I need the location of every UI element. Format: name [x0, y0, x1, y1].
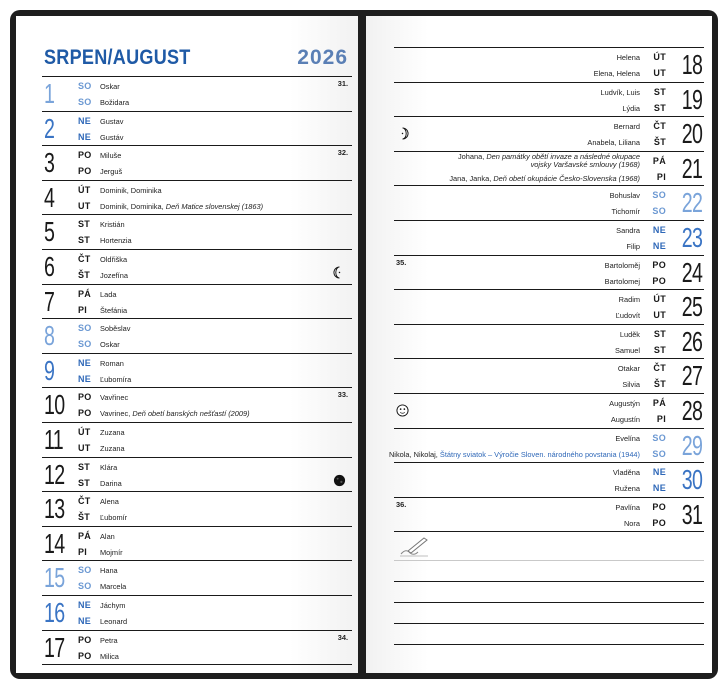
name-text: Vavřinec — [100, 393, 129, 403]
weekday-sk: ŠT — [78, 512, 91, 523]
day-row — [42, 181, 352, 216]
weekday-cz: ST — [653, 328, 666, 339]
name-day-text — [100, 306, 127, 315]
name-text: Gustav — [100, 116, 124, 126]
name-day-text — [609, 399, 640, 408]
day-number: 27 — [681, 360, 702, 392]
name-day-text — [100, 513, 127, 522]
weekday-sk: PO — [652, 517, 666, 528]
day-row — [394, 117, 704, 152]
name-text: Leonard — [100, 616, 128, 626]
week-number: 31. — [337, 79, 348, 88]
name-day-text — [605, 261, 640, 270]
name-day-text — [620, 330, 640, 339]
name-day-text — [100, 636, 118, 645]
name-day-text — [100, 375, 131, 384]
name-text: Samuel — [614, 345, 640, 355]
day-number: 31 — [681, 498, 702, 530]
name-day-text — [100, 582, 126, 591]
weekday-cz: SO — [78, 81, 92, 91]
name-text: Oldřiška — [100, 254, 128, 264]
day-number: 1 — [44, 78, 55, 109]
name-text: Vavrinec, — [100, 409, 131, 419]
weekday-cz: SO — [78, 565, 92, 576]
day-row — [394, 256, 704, 291]
day-number: 6 — [44, 250, 55, 282]
name-text: Bartoloměj — [604, 260, 640, 270]
weekday-cz: PÁ — [652, 397, 666, 408]
name-day-text — [100, 98, 129, 107]
day-row — [42, 285, 352, 320]
weekday-cz: NE — [78, 115, 92, 126]
week-number: 33. — [337, 390, 348, 400]
weekday-sk: UT — [653, 68, 666, 78]
name-text: Filip — [626, 241, 640, 251]
moon-last-quarter-icon — [333, 266, 346, 279]
name-day-text — [615, 346, 640, 355]
weekday-cz: PÁ — [78, 530, 92, 541]
name-text: Jana, Janka, — [449, 173, 492, 183]
name-day-text — [594, 69, 640, 78]
name-text: Nikola, Nikolaj, — [388, 449, 438, 459]
left-day-list — [42, 77, 352, 665]
day-number: 12 — [44, 458, 65, 490]
day-row — [42, 527, 352, 562]
name-text: Silvia — [622, 380, 640, 390]
name-text: Oskar — [100, 82, 120, 91]
name-day-text — [100, 117, 123, 126]
name-day-text — [615, 484, 640, 493]
weekday-cz: ÚT — [78, 184, 91, 195]
notes-line — [394, 624, 704, 645]
day-number: 21 — [681, 152, 702, 184]
name-text: Jerguš — [100, 167, 123, 177]
name-day-text — [100, 340, 120, 349]
weekday-cz: PO — [78, 392, 92, 403]
name-day-text — [587, 138, 640, 147]
weekday-sk: PO — [78, 650, 92, 661]
weekday-cz: NE — [78, 357, 92, 368]
day-row — [42, 354, 352, 389]
name-text: Soběslav — [100, 324, 131, 334]
notes-line — [394, 532, 704, 561]
full-moon-icon — [396, 404, 409, 417]
name-text: Darina — [100, 478, 122, 488]
name-day-text — [615, 503, 640, 512]
day-number: 3 — [44, 147, 55, 179]
name-day-text — [612, 207, 640, 216]
day-row — [394, 359, 704, 394]
weekday-cz: ST — [78, 461, 91, 472]
commemoration-text: Deň obetí banských nešťastí (2009) — [132, 409, 250, 419]
weekday-cz: NE — [652, 467, 666, 478]
name-text: Johana, — [457, 151, 485, 161]
weekday-sk: PI — [656, 171, 666, 182]
name-day-text — [100, 566, 118, 575]
name-text: Oskar — [100, 340, 120, 350]
weekday-sk: PO — [652, 275, 666, 286]
name-day-text — [100, 133, 123, 142]
name-text: Hana — [100, 566, 118, 576]
day-row — [42, 631, 352, 666]
name-text: Mojmír — [100, 547, 123, 557]
commemoration-text: Den památky obětí invaze a následné okupace vojsky Varšavské smlouvy (1968) — [486, 151, 640, 170]
weekday-sk: SO — [652, 448, 666, 459]
day-row — [42, 215, 352, 250]
day-row — [42, 596, 352, 631]
name-day-text — [100, 290, 116, 299]
name-day-text — [100, 548, 123, 557]
weekday-cz: PO — [652, 259, 666, 270]
moon-first-quarter-icon — [396, 127, 409, 140]
year-title: 2026 — [297, 46, 348, 69]
commemoration-text: Deň Matice slovenskej (1863) — [165, 201, 264, 211]
day-row — [394, 325, 704, 360]
name-text: Ľubomír — [100, 513, 128, 523]
right-page — [366, 16, 712, 673]
name-day-text — [605, 277, 640, 286]
name-day-text — [100, 359, 124, 368]
name-day-text — [615, 434, 640, 443]
name-day-text — [100, 202, 263, 211]
weekday-sk: NE — [652, 240, 666, 251]
name-text: Alena — [100, 497, 119, 507]
day-row — [394, 83, 704, 118]
name-text: Evelína — [615, 433, 640, 443]
weekday-sk: SO — [652, 206, 666, 217]
day-number: 9 — [44, 354, 55, 386]
day-row — [42, 250, 352, 285]
day-number: 24 — [681, 256, 702, 288]
name-day-text — [100, 82, 120, 91]
name-text: Augustýn — [609, 398, 640, 408]
weekday-sk: ST — [653, 102, 666, 113]
commemoration-text: Deň obetí okupácie Česko-Slovenska (1968) — [493, 173, 640, 183]
day-row — [394, 221, 704, 256]
day-row — [394, 463, 704, 498]
name-text: Jozefína — [100, 270, 128, 280]
day-number: 29 — [681, 429, 702, 461]
notes-line — [394, 561, 704, 582]
name-day-text — [100, 393, 128, 402]
name-day-text — [617, 53, 640, 62]
weekday-cz: ČT — [653, 363, 666, 374]
name-text: Dominik, Dominika — [100, 185, 162, 195]
day-number: 23 — [681, 221, 702, 253]
weekday-sk: PI — [78, 304, 88, 315]
day-row — [42, 146, 352, 181]
week-number: 36. — [396, 499, 407, 509]
day-number: 13 — [44, 493, 65, 525]
weekday-cz: NE — [652, 224, 666, 235]
notes-area[interactable] — [394, 532, 704, 645]
weekday-sk: PI — [656, 413, 666, 424]
day-number: 10 — [44, 389, 65, 421]
notes-line — [394, 582, 704, 603]
left-page — [16, 16, 358, 673]
name-text: Ludvík, Luis — [600, 87, 640, 97]
weekday-sk: NE — [78, 131, 92, 142]
weekday-cz: SO — [652, 432, 666, 443]
weekday-cz: ÚT — [653, 294, 666, 305]
name-day-text — [622, 380, 640, 389]
weekday-cz: PO — [652, 501, 666, 512]
day-number: 30 — [681, 464, 702, 496]
day-row — [42, 319, 352, 354]
weekday-cz: ČT — [653, 121, 666, 132]
weekday-sk: PI — [78, 546, 88, 557]
name-day-text — [100, 617, 127, 626]
month-title: SRPEN/AUGUST — [44, 46, 191, 69]
name-text: Milica — [100, 651, 119, 661]
day-number: 17 — [44, 631, 65, 663]
name-day-text — [100, 463, 117, 472]
weekday-sk: ST — [78, 235, 91, 246]
name-day-text — [389, 450, 640, 459]
weekday-cz: ÚT — [78, 426, 91, 437]
name-day-text — [100, 532, 115, 541]
name-text: Luděk — [619, 329, 640, 339]
notes-line — [394, 603, 704, 624]
name-day-text — [450, 153, 640, 170]
name-text: Helena — [616, 53, 640, 62]
name-day-text — [449, 174, 640, 183]
name-text: Tichomír — [611, 207, 640, 217]
name-text: Zuzana — [100, 443, 125, 453]
day-number: 26 — [681, 325, 702, 357]
day-number: 18 — [681, 49, 702, 80]
day-number: 7 — [44, 285, 55, 317]
name-text: Augustín — [610, 414, 640, 424]
name-text: Petra — [100, 635, 118, 645]
name-day-text — [100, 497, 119, 506]
weekday-sk: ŠT — [653, 379, 666, 390]
weekday-sk: ŠT — [653, 137, 666, 148]
name-day-text — [100, 255, 127, 264]
day-row — [42, 458, 352, 493]
weekday-sk: NE — [652, 483, 666, 494]
day-row — [394, 152, 704, 187]
weekday-sk: NE — [78, 615, 92, 626]
name-text: Anabela, Liliana — [587, 138, 640, 148]
name-text: Alan — [100, 531, 115, 541]
day-number: 2 — [44, 112, 55, 144]
holiday-text: Štátny sviatok – Výročie Sloven. národného povstania (1944) — [439, 449, 640, 459]
weekday-sk: UT — [78, 200, 91, 211]
weekday-sk: SO — [78, 339, 92, 350]
day-row — [42, 492, 352, 527]
name-text: Bernard — [613, 122, 640, 132]
name-day-text — [100, 444, 125, 453]
name-text: Dominik, Dominika, — [100, 201, 164, 211]
name-text: Vladěna — [612, 468, 640, 478]
name-text: Lada — [100, 289, 117, 299]
name-text: Jáchym — [100, 600, 126, 610]
name-text: Klára — [100, 462, 118, 472]
weekday-cz: ST — [78, 219, 91, 230]
day-row — [394, 498, 704, 533]
weekday-sk: NE — [78, 373, 92, 384]
weekday-cz: PO — [78, 634, 92, 645]
day-row — [42, 423, 352, 458]
name-text: Elena, Helena — [593, 69, 640, 78]
name-text: Zuzana — [100, 427, 125, 437]
day-row — [42, 561, 352, 596]
weekday-sk: ST — [653, 344, 666, 355]
name-day-text — [616, 226, 640, 235]
day-row — [394, 48, 704, 83]
name-day-text — [100, 167, 122, 176]
weekday-sk: UT — [78, 442, 91, 453]
name-text: Kristián — [100, 220, 125, 230]
day-row — [394, 290, 704, 325]
weekday-sk: ŠT — [78, 269, 91, 280]
weekday-cz: PÁ — [78, 288, 92, 299]
name-text: Marcela — [100, 582, 127, 592]
name-day-text — [616, 311, 640, 320]
weekday-sk: SO — [78, 581, 92, 592]
weekday-sk: ST — [78, 477, 91, 488]
day-row — [42, 388, 352, 423]
name-day-text — [619, 295, 640, 304]
pen-notes-icon — [398, 534, 430, 558]
name-day-text — [100, 601, 125, 610]
name-day-text — [100, 236, 132, 245]
name-text: Roman — [100, 358, 124, 368]
name-text: Bartolomej — [604, 276, 640, 286]
name-day-text — [100, 479, 122, 488]
weekday-sk: UT — [653, 310, 666, 321]
day-number: 8 — [44, 320, 55, 352]
name-day-text — [100, 271, 128, 280]
name-day-text — [624, 519, 640, 528]
day-row — [394, 186, 704, 221]
week-number: 34. — [337, 632, 348, 642]
name-day-text — [100, 151, 121, 160]
name-text: Božidara — [100, 98, 130, 107]
name-day-text — [611, 415, 640, 424]
weekday-cz: NE — [78, 599, 92, 610]
name-text: Ľudovít — [615, 311, 640, 321]
day-row — [42, 112, 352, 147]
name-text: Štefánia — [100, 305, 128, 315]
name-text: Gustáv — [100, 132, 124, 142]
name-day-text — [100, 220, 125, 229]
name-day-text — [622, 104, 640, 113]
name-day-text — [614, 122, 640, 131]
name-day-text — [100, 186, 162, 195]
right-day-list — [388, 48, 704, 645]
name-day-text — [100, 324, 130, 333]
weekday-sk: PO — [78, 166, 92, 177]
day-number: 15 — [44, 562, 65, 594]
week-number: 32. — [337, 148, 348, 158]
name-text: Miluše — [100, 151, 122, 161]
name-text: Pavlína — [615, 502, 640, 512]
day-number: 19 — [681, 83, 702, 115]
name-day-text — [601, 88, 640, 97]
name-day-text — [610, 191, 640, 200]
weekday-cz: ČT — [78, 496, 91, 507]
weekday-sk: PO — [78, 408, 92, 419]
name-text: Ľubomíra — [100, 374, 132, 384]
day-number: 22 — [681, 187, 702, 219]
day-number: 11 — [44, 423, 63, 455]
week-number: 35. — [396, 257, 407, 267]
day-row — [388, 429, 704, 464]
weekday-cz: PÁ — [652, 155, 666, 166]
name-text: Sandra — [616, 225, 640, 235]
weekday-sk: SO — [78, 97, 92, 107]
name-text: Bohuslav — [609, 191, 640, 201]
day-row — [42, 77, 352, 112]
day-number: 28 — [681, 394, 702, 426]
weekday-cz: ČT — [78, 253, 91, 264]
name-text: Radim — [618, 295, 640, 305]
name-text: Nora — [623, 518, 640, 528]
name-day-text — [100, 428, 125, 437]
weekday-cz: SO — [652, 190, 666, 201]
day-number: 4 — [44, 181, 55, 213]
new-moon-icon — [333, 474, 346, 487]
weekday-cz: ÚT — [653, 52, 666, 62]
weekday-cz: PO — [78, 150, 92, 161]
name-day-text — [626, 242, 640, 251]
name-day-text — [100, 409, 250, 418]
name-day-text — [100, 652, 119, 661]
day-number: 16 — [44, 596, 65, 628]
name-day-text — [613, 468, 640, 477]
name-text: Otakar — [617, 364, 640, 374]
day-number: 20 — [681, 118, 702, 150]
name-text: Lýdia — [622, 103, 640, 113]
day-number: 14 — [44, 527, 65, 559]
name-day-text — [618, 364, 640, 373]
weekday-cz: SO — [78, 323, 92, 334]
diary-spread — [10, 10, 718, 679]
day-number: 25 — [681, 291, 702, 323]
day-number: 5 — [44, 216, 55, 248]
weekday-cz: ST — [653, 86, 666, 97]
name-text: Hortenzia — [100, 236, 132, 246]
name-text: Ružena — [614, 484, 640, 494]
day-row — [394, 394, 704, 429]
